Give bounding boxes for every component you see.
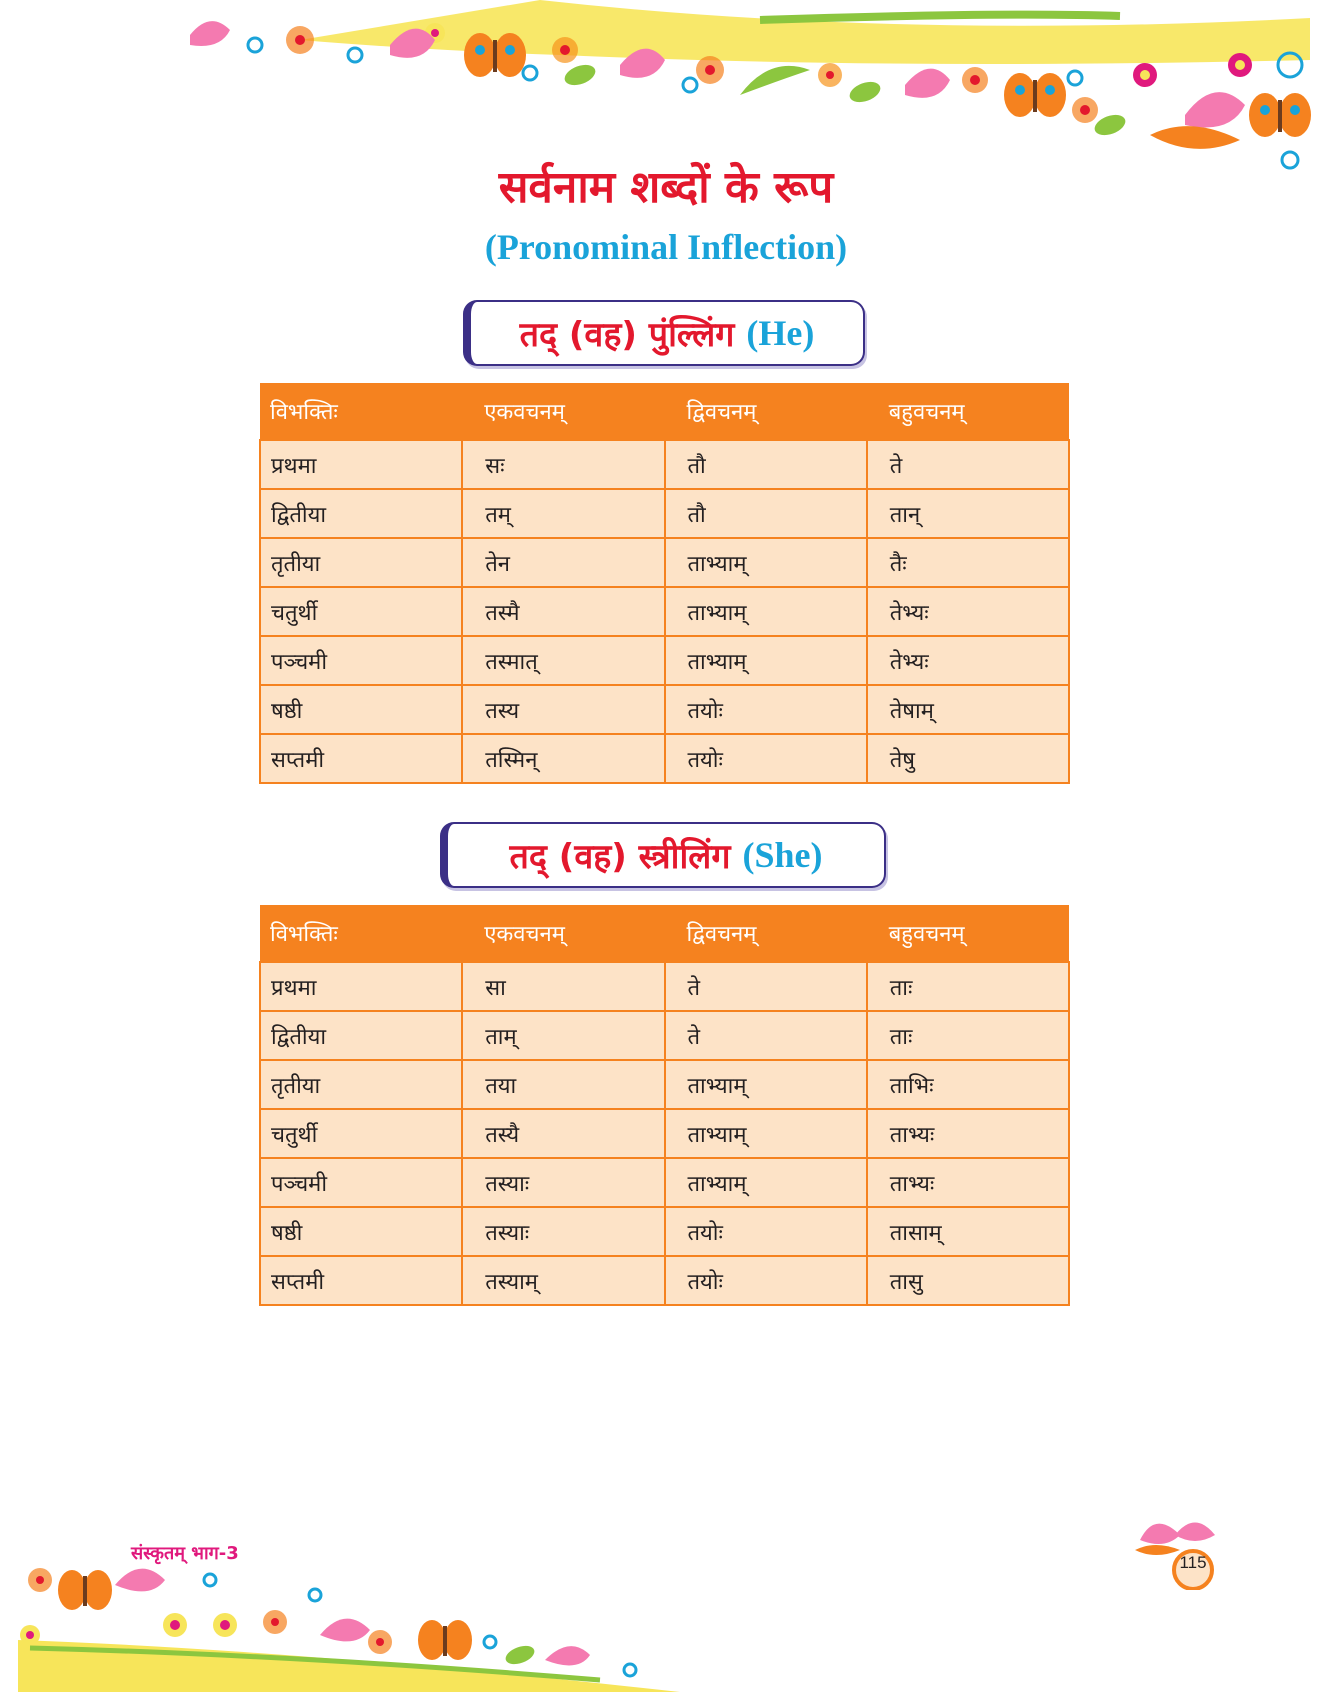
table-cell: तान् xyxy=(867,489,1069,538)
section-heading-masculine xyxy=(463,300,865,366)
table-cell: तासाम् xyxy=(867,1207,1069,1256)
table-header-row xyxy=(260,905,1069,962)
table-cell: तेभ्यः xyxy=(867,636,1069,685)
section-heading-hindi: तद् (वह) स्त्रीलिंग xyxy=(509,837,731,877)
table-cell: सा xyxy=(462,962,664,1011)
table-cell: ताभ्याम् xyxy=(665,1060,867,1109)
table-cell: तस्याम् xyxy=(462,1256,664,1305)
leaf-icon xyxy=(503,1642,537,1667)
table-row xyxy=(260,1158,1069,1207)
section-heading-feminine xyxy=(440,822,886,888)
table-row xyxy=(260,734,1069,783)
table-row xyxy=(260,1256,1069,1305)
table-cell: ताम् xyxy=(462,1011,664,1060)
table-cell: तेषाम् xyxy=(867,685,1069,734)
table-row xyxy=(260,587,1069,636)
table-header-row xyxy=(260,383,1069,440)
table-cell: पञ्चमी xyxy=(260,1158,462,1207)
table-cell: ते xyxy=(867,440,1069,489)
table-cell: ताभ्याम् xyxy=(665,538,867,587)
page-number: 115 xyxy=(1179,1553,1207,1572)
table-cell: तस्य xyxy=(462,685,664,734)
table-cell: ताः xyxy=(867,962,1069,1011)
table-cell: ताभ्याम् xyxy=(665,636,867,685)
table-row xyxy=(260,962,1069,1011)
section-heading-english: (He) xyxy=(746,313,815,353)
table-cell: तयोः xyxy=(665,1207,867,1256)
table-cell: ताभ्याम् xyxy=(665,587,867,636)
table-row xyxy=(260,1109,1069,1158)
table-row xyxy=(260,538,1069,587)
table-cell: तस्याः xyxy=(462,1207,664,1256)
table-cell: द्वितीया xyxy=(260,1011,462,1060)
table-cell: तेन xyxy=(462,538,664,587)
column-header-plural: बहुवचनम् xyxy=(867,383,1069,440)
table-cell: ते xyxy=(665,962,867,1011)
table-cell: तयोः xyxy=(665,685,867,734)
table-cell: प्रथमा xyxy=(260,440,462,489)
table-cell: तेषु xyxy=(867,734,1069,783)
table-cell: तौ xyxy=(665,489,867,538)
table-cell: ताभ्याम् xyxy=(665,1158,867,1207)
column-header-singular: एकवचनम् xyxy=(462,905,664,962)
table-cell: ताभ्याम् xyxy=(665,1109,867,1158)
column-header-case: विभक्तिः xyxy=(260,905,462,962)
column-header-case: विभक्तिः xyxy=(260,383,462,440)
column-header-dual: द्विवचनम् xyxy=(665,905,867,962)
table-cell: तस्मिन् xyxy=(462,734,664,783)
table-cell: तयोः xyxy=(665,1256,867,1305)
table-cell: तौ xyxy=(665,440,867,489)
table-row xyxy=(260,1060,1069,1109)
table-cell: तस्यै xyxy=(462,1109,664,1158)
footer-book-title: संस्कृतम् भाग-3 xyxy=(131,1543,239,1564)
table-cell: तैः xyxy=(867,538,1069,587)
table-cell: सः xyxy=(462,440,664,489)
column-header-plural: बहुवचनम् xyxy=(867,905,1069,962)
section-heading-hindi: तद् (वह) पुंल्लिंग xyxy=(519,315,735,355)
table-row xyxy=(260,1011,1069,1060)
table-cell: ताः xyxy=(867,1011,1069,1060)
table-cell: तया xyxy=(462,1060,664,1109)
table-cell: प्रथमा xyxy=(260,962,462,1011)
declension-table-masculine xyxy=(259,383,1070,784)
table-cell: तासु xyxy=(867,1256,1069,1305)
table-cell: सप्तमी xyxy=(260,1256,462,1305)
table-cell: ताभ्यः xyxy=(867,1109,1069,1158)
butterfly-icon xyxy=(1004,73,1066,117)
page-subtitle: (Pronominal Inflection) xyxy=(484,227,848,267)
table-row xyxy=(260,489,1069,538)
table-cell: तस्मात् xyxy=(462,636,664,685)
table-cell: ते xyxy=(665,1011,867,1060)
table-cell: चतुर्थी xyxy=(260,1109,462,1158)
table-cell: द्वितीया xyxy=(260,489,462,538)
table-cell: तृतीया xyxy=(260,1060,462,1109)
table-cell: पञ्चमी xyxy=(260,636,462,685)
table-cell: तृतीया xyxy=(260,538,462,587)
table-row xyxy=(260,440,1069,489)
section-heading-english: (She) xyxy=(742,835,823,875)
table-cell: तस्याः xyxy=(462,1158,664,1207)
page-title: सर्वनाम शब्दों के रूप xyxy=(498,162,834,213)
column-header-dual: द्विवचनम् xyxy=(665,383,867,440)
table-cell: चतुर्थी xyxy=(260,587,462,636)
declension-table-feminine xyxy=(259,905,1070,1306)
table-cell: तस्मै xyxy=(462,587,664,636)
table-cell: षष्ठी xyxy=(260,1207,462,1256)
table-row xyxy=(260,636,1069,685)
bottom-decorative-border xyxy=(0,1530,1332,1692)
butterfly-icon xyxy=(1249,93,1311,137)
table-row xyxy=(260,685,1069,734)
table-cell: षष्ठी xyxy=(260,685,462,734)
column-header-singular: एकवचनम् xyxy=(462,383,664,440)
table-cell: सप्तमी xyxy=(260,734,462,783)
table-cell: ताभिः xyxy=(867,1060,1069,1109)
table-row xyxy=(260,1207,1069,1256)
table-cell: तयोः xyxy=(665,734,867,783)
table-cell: ताभ्यः xyxy=(867,1158,1069,1207)
table-cell: तेभ्यः xyxy=(867,587,1069,636)
table-cell: तम् xyxy=(462,489,664,538)
